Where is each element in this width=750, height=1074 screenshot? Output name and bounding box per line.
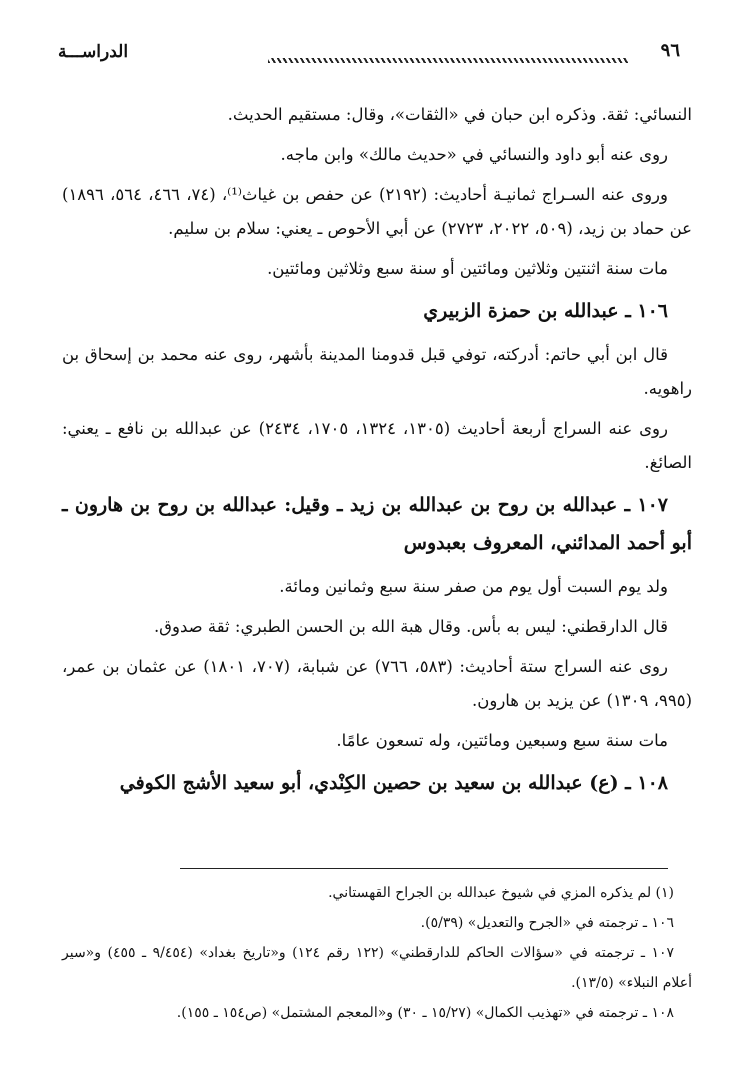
paragraph-107-death: مات سنة سبع وسبعين ومائتين، وله تسعون عامًا. (336, 731, 668, 750)
paragraph-narrators: روى عنه أبو داود والنسائي في «حديث مالك» وابن ماجه. (280, 145, 668, 164)
page-number: ٩٦ (660, 40, 680, 61)
paragraph-nasai-grading: النسائي: ثقة. وذكره ابن حبان في «الثقات»، وقال: مستقيم الحديث. (227, 105, 692, 124)
entry-heading-106: ١٠٦ ـ عبدالله بن حمزة الزبيري (423, 300, 668, 322)
running-title: الدراســـة (58, 42, 129, 62)
entry-heading-107: ١٠٧ ـ عبدالله بن روح بن عبدالله بن زيد ـ وقيل: عبدالله بن روح بن هارون ـ أبو أحمد المدائني، المعروف بعبدوس (62, 494, 692, 554)
footnote-1: (١) لم يذكره المزي في شيوخ عبدالله بن الجراح القهستاني. (328, 885, 674, 901)
paragraph-106-bio: قال ابن أبي حاتم: أدركته، توفي قبل قدومنا المدينة بأشهر، روى عنه محمد بن إسحاق بن راهويه. (62, 345, 692, 398)
paragraph-107-grading: قال الدارقطني: ليس به بأس. وقال هبة الله بن الحسن الطبري: ثقة صدوق. (153, 617, 668, 636)
paragraph-sarraj-hadiths: وروى عنه السـراج ثمانيـة أحاديث: (٢١٩٢) عن حفص بن غياث⁽¹⁾، (٧٤، ٤٦٦، ٥٦٤، ١٨٩٦) عن حماد بن زيد، (٥٠٩، ٢٠٢٢، ٢٧٢٣) عن أبي الأحوص ـ يعني: سلام بن سليم. (62, 185, 692, 238)
paragraph-107-birth: ولد يوم السبت أول يوم من صفر سنة سبع وثمانين ومائة. (279, 577, 668, 596)
main-text (62, 98, 692, 810)
header-hatched-rule (268, 58, 628, 63)
paragraph-death-date: مات سنة اثنتين وثلاثين ومائتين أو سنة سبع وثلاثين ومائتين. (267, 259, 668, 278)
footnote-106: ١٠٦ ـ ترجمته في «الجرح والتعديل» (٥/٣٩). (420, 915, 674, 931)
footnote-108: ١٠٨ ـ ترجمته في «تهذيب الكمال» (١٥/٢٧ ـ ٣٠) و«المعجم المشتمل» (ص١٥٤ ـ ١٥٥). (176, 1005, 674, 1021)
paragraph-107-sarraj: روى عنه السراج ستة أحاديث: (٥٨٣، ٧٦٦) عن شبابة، (٧٠٧، ١٨٠١) عن عثمان بن عمر، (٩٩٥، ١٣٠٩) عن يزيد بن هارون. (62, 657, 692, 710)
page-header (58, 40, 680, 70)
footnote-separator (180, 868, 668, 869)
paragraph-106-sarraj: روى عنه السراج أربعة أحاديث (١٣٠٥، ١٣٢٤، ١٧٠٥، ٢٤٣٤) عن عبدالله بن نافع ـ يعني: الصائغ. (62, 419, 692, 472)
entry-heading-108: ١٠٨ ـ (ع) عبدالله بن سعيد بن حصين الكِنْدي، أبو سعيد الأشج الكوفي (119, 772, 668, 794)
footnote-107: ١٠٧ ـ ترجمته في «سؤالات الحاكم للدارقطني» (١٢٢ رقم ١٢٤) و«تاريخ بغداد» (٩/٤٥٤ ـ ٤٥٥) و«سير أعلام النبلاء» (١٣/٥). (62, 945, 692, 991)
footnotes (62, 878, 692, 1028)
